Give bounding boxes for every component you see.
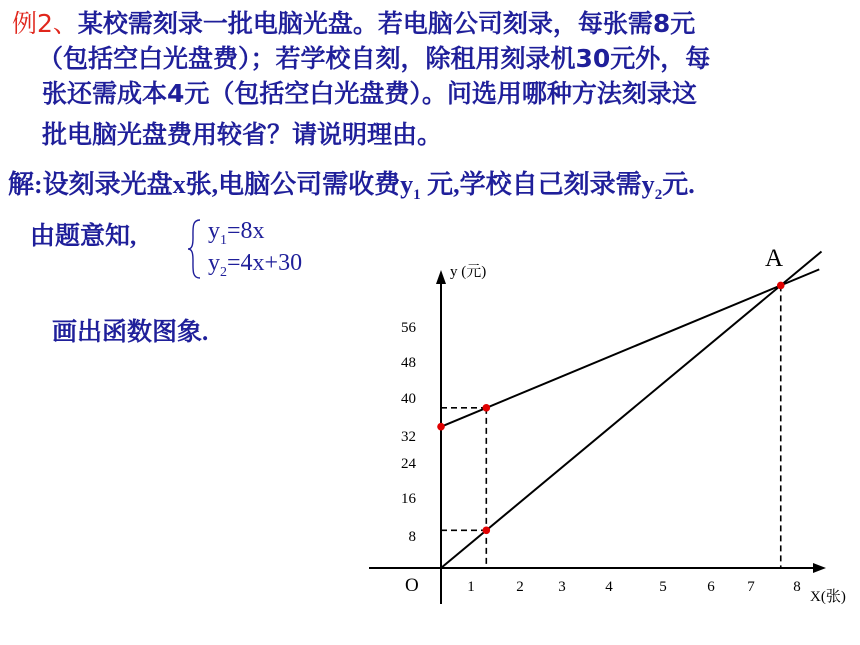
x-tick-label: 8: [793, 579, 801, 595]
series-line: [441, 251, 822, 568]
series-lines: [439, 251, 822, 568]
y-axis-arrow-icon: [436, 270, 446, 284]
y-tick-label: 24: [401, 456, 416, 472]
eq2-subscript: 2: [220, 264, 227, 280]
solution-part-1: 解:设刻录光盘x张,电脑公司需收费y: [8, 170, 414, 199]
marked-points: [437, 282, 784, 535]
x-axis-arrow-icon: [813, 563, 826, 573]
y-axis-label: y (元): [450, 264, 487, 280]
marked-point: [483, 527, 491, 535]
marked-point: [777, 282, 785, 290]
problem-line-3: 张还需成本4元（包括空白光盘费）。问选用哪种方法刻录这: [42, 79, 697, 108]
origin-label: O: [405, 575, 419, 596]
x-tick-label: 1: [467, 579, 475, 595]
solution-part-3: 元.: [662, 170, 695, 199]
solution-part-2: 元,学校自己刻录需y: [420, 170, 655, 199]
x-tick-label: 2: [516, 579, 524, 595]
problem-text-1: 某校需刻录一批电脑光盘。若电脑公司刻录，每张需8元: [77, 9, 696, 38]
series-line: [439, 269, 820, 427]
y-tick-labels: [401, 320, 417, 545]
eq1-subscript: 1: [220, 232, 227, 248]
eq1-y: y: [208, 218, 220, 244]
y-tick-label: 8: [408, 529, 416, 545]
eq2-y: y: [208, 250, 220, 276]
marked-point: [437, 423, 445, 431]
given-label: 由题意知,: [30, 223, 137, 250]
x-tick-label: 7: [747, 579, 755, 595]
y-tick-label: 56: [401, 320, 416, 336]
draw-graph-label: 画出函数图象.: [52, 319, 209, 346]
x-tick-label: 5: [659, 579, 667, 595]
x-tick-labels: [467, 579, 801, 595]
solution-subscript-1: 1: [413, 187, 421, 204]
eq2-rhs: =4x+30: [227, 250, 303, 276]
y-tick-label: 32: [401, 429, 416, 445]
x-tick-label: 6: [707, 579, 715, 595]
marked-point: [483, 404, 491, 412]
y-tick-label: 40: [401, 391, 416, 407]
problem-line-4: 批电脑光盘费用较省？请说明理由。: [42, 120, 443, 149]
y-tick-label: 16: [401, 491, 416, 507]
problem-line-2: （包括空白光盘费）；若学校自刻，除租用刻录机30元外，每: [38, 44, 711, 73]
eq1-rhs: =8x: [227, 218, 265, 244]
solution-subscript-2: 2: [654, 187, 663, 204]
x-axis-label: X(张): [810, 589, 846, 605]
y-tick-label: 48: [401, 355, 416, 371]
example-label: 例2、: [12, 9, 78, 38]
x-tick-label: 4: [605, 579, 613, 595]
intersection-label: A: [765, 245, 784, 272]
x-tick-label: 3: [558, 579, 566, 595]
